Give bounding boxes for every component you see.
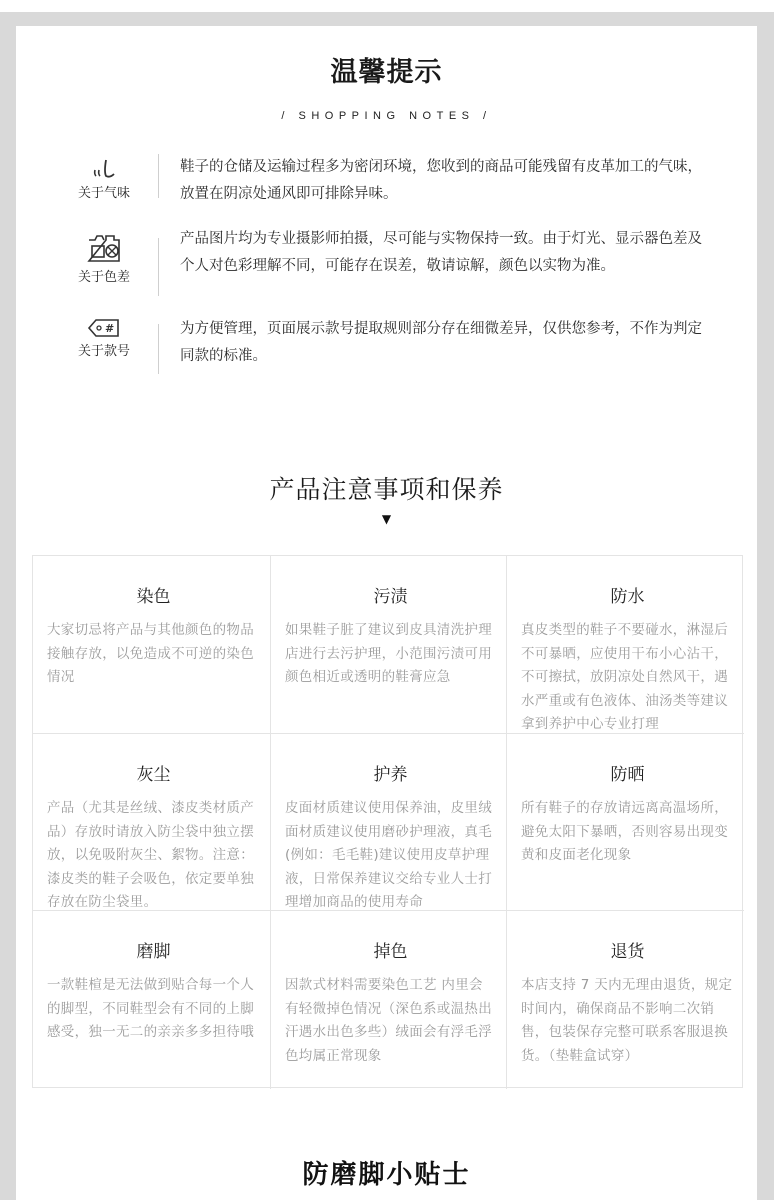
care-item-dust xyxy=(33,734,271,911)
care-item-maintenance xyxy=(271,734,507,911)
smell-icon xyxy=(64,154,144,182)
content-panel xyxy=(16,26,757,1200)
care-item-body: 所有鞋子的存放请远离高温场所，避免太阳下暴晒，否则容易出现变黄和皮面老化现象 xyxy=(521,800,728,863)
care-grid xyxy=(32,555,743,1088)
care-item-body: 真皮类型的鞋子不要碰水，淋湿后不可暴晒，应使用干布小心沾干，不可擦拭，放阴凉处自然风干，遇水严重或有色液体、油汤类等建议拿到养护中心专业打理 xyxy=(521,622,728,732)
camera-icon xyxy=(64,232,144,266)
tag-icon xyxy=(64,318,144,340)
care-item-dyeing xyxy=(33,556,271,734)
care-item-returns xyxy=(507,911,744,1089)
page-subtitle: / SHOPPING NOTES / xyxy=(281,110,492,122)
divider xyxy=(158,238,159,296)
note-text: 鞋子的仓储及运输过程多为密闭环境，您收到的商品可能残留有皮革加工的气味，放置在阴凉处通风即可排除异味。 xyxy=(180,159,702,202)
care-item-title: 防水 xyxy=(610,587,645,607)
care-item-waterproof xyxy=(507,556,744,734)
care-item-color-fading xyxy=(271,911,507,1089)
divider xyxy=(158,154,159,198)
care-item-title: 防晒 xyxy=(610,765,645,785)
care-item-body: 本店支持 7 天内无理由退货，规定时间内，确保商品不影响二次销售，包装保存完整可联系客服退换货。（垫鞋盒试穿） xyxy=(521,977,733,1064)
care-item-body: 皮面材质建议使用保养油，皮里绒面材质建议使用磨砂护理液，真毛(例如：毛毛鞋)建议使用皮草护理液，日常保养建议交给专业人士打理增加商品的使用寿命 xyxy=(285,800,492,910)
note-style-number xyxy=(64,316,724,376)
care-item-title: 护养 xyxy=(373,765,408,785)
care-item-body: 因款式材料需要染色工艺 内里会有轻微掉色情况（深色系或温热出汗遇水出色多些）绒面会有浮毛浮色均属正常现象 xyxy=(285,977,492,1064)
note-label: 关于款号 xyxy=(77,344,130,359)
note-label: 关于色差 xyxy=(77,270,130,285)
care-item-blisters xyxy=(33,911,271,1089)
note-text: 产品图片均为专业摄影师拍摄，尽可能与实物保持一致。由于灯光、显示器色差及个人对色彩理解不同，可能存在误差，敬请谅解，颜色以实物为准。 xyxy=(180,231,702,274)
note-smell xyxy=(64,154,724,210)
care-item-title: 污渍 xyxy=(373,587,408,607)
care-item-title: 染色 xyxy=(136,587,171,607)
care-item-body: 一款鞋楦是无法做到贴合每一个人的脚型，不同鞋型会有不同的上脚感受，独一无二的亲亲多多担待哦 xyxy=(47,977,254,1040)
care-item-body: 如果鞋子脏了建议到皮具清洗护理店进行去污护理，小范围污渍可用颜色相近或透明的鞋膏应急 xyxy=(285,622,492,685)
care-item-body: 大家切忌将产品与其他颜色的物品接触存放，以免造成不可逆的染色情况 xyxy=(47,622,254,685)
care-item-sun-protection xyxy=(507,734,744,911)
care-item-title: 磨脚 xyxy=(136,942,171,962)
care-item-body: 产品（尤其是丝绒、漆皮类材质产品）存放时请放入防尘袋中独立摆放，以免吸附灰尘、絮物。注意：漆皮类的鞋子会吸色，依定要单独存放在防尘袋里。 xyxy=(47,800,254,910)
note-text: 为方便管理，页面展示款号提取规则部分存在细微差异，仅供您参考，不作为判定同款的标准。 xyxy=(180,321,702,364)
care-item-title: 灰尘 xyxy=(136,765,171,785)
note-color-difference xyxy=(64,226,724,316)
page-title: 温馨提示 xyxy=(330,57,443,88)
care-section-title: 产品注意事项和保养 xyxy=(269,475,504,504)
tips-section-title: 防磨脚小贴士 xyxy=(302,1160,471,1190)
care-item-title: 退货 xyxy=(610,942,645,962)
divider xyxy=(158,324,159,374)
care-item-title: 掉色 xyxy=(373,942,408,962)
care-item-stains xyxy=(271,556,507,734)
svg-text:#: # xyxy=(105,322,115,335)
note-label: 关于气味 xyxy=(77,186,130,201)
down-arrow-icon: ▼ xyxy=(381,512,392,526)
